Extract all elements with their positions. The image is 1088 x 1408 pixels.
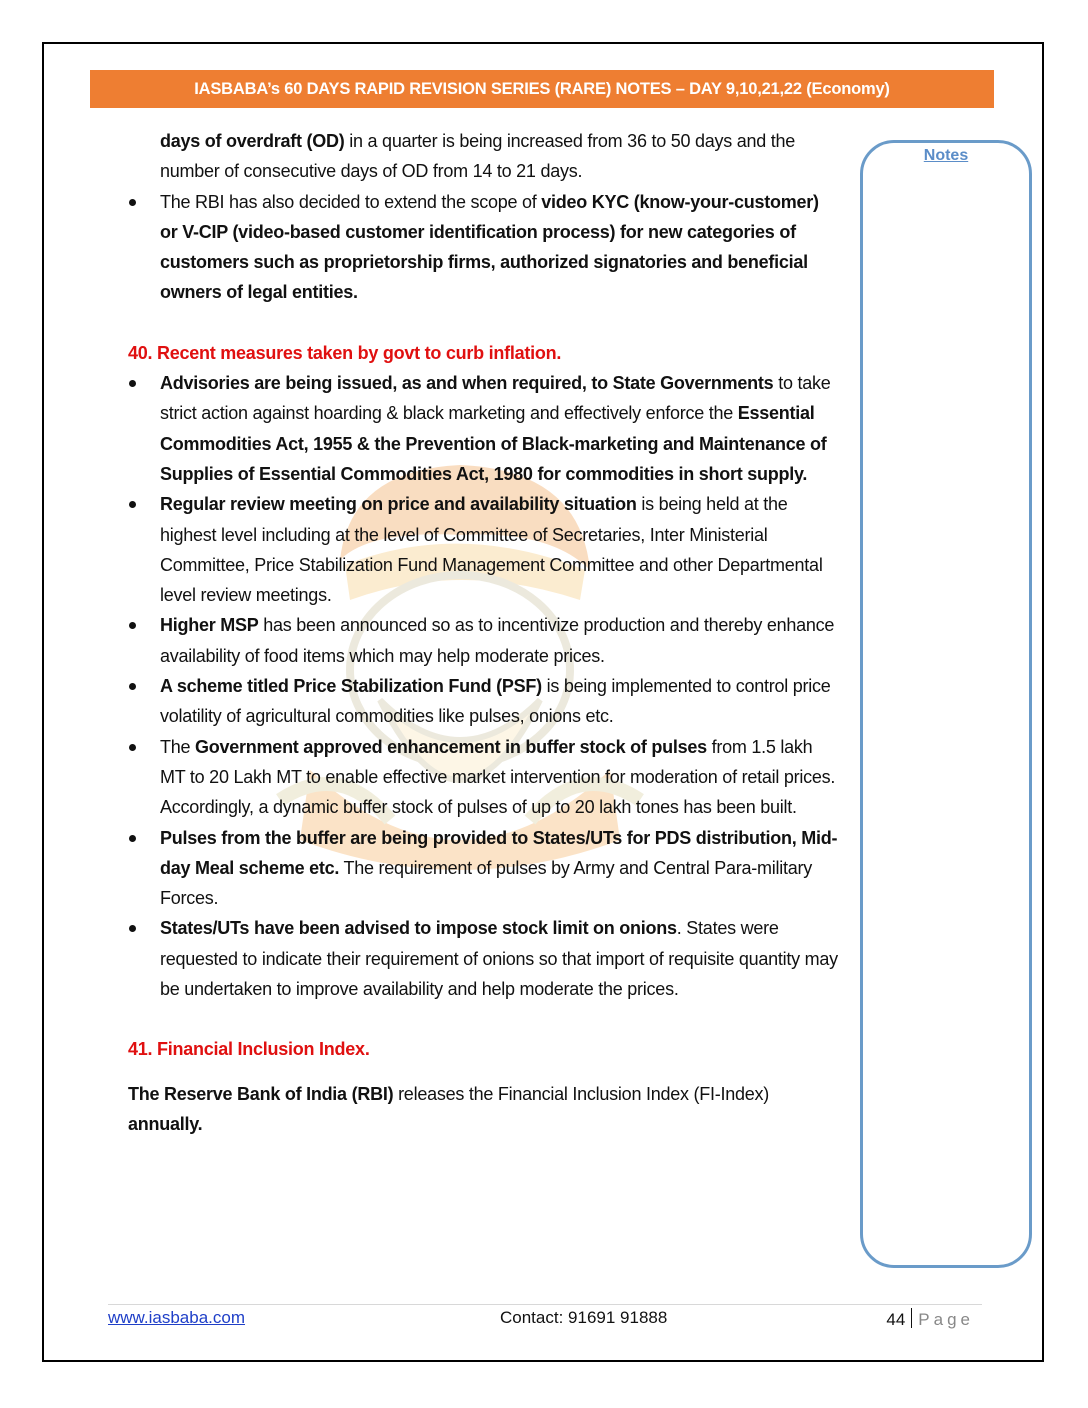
list-item [128,671,838,732]
bold-text: Essential Commodities Act, 1955 & the Prevention of Black-marketing and Maintenance of Supplies of Essential Commodities Act, 1980 for commodities in short supply. [160,403,827,484]
bold-text: States/UTs have been advised to impose stock limit on onions [160,918,677,939]
body-text: The RBI has also decided to extend the scope of [160,191,542,212]
list-item [128,823,838,914]
body-text: . States were requested to indicate their requirement of onions so that import of requisite quantity may be undertaken to improve availability and help moderate the prices. [160,918,838,1000]
list-item [128,610,838,671]
bold-text: video KYC (know-your-customer) or V-CIP (video-based customer identification process) for new categories of customers such as proprietorship firms, authorized signatories and beneficial owners of legal entities. [160,191,819,303]
bold-text: annually. [128,1113,203,1134]
list-item [128,732,838,823]
header-title: IASBABA’s 60 DAYS RAPID REVISION SERIES (RARE) NOTES – DAY 9,10,21,22 (Economy) [194,79,890,98]
continuation-paragraph [128,126,838,187]
footer-divider [108,1304,982,1305]
website-link[interactable]: www.iasbaba.com [108,1308,246,1327]
page-footer [108,1308,974,1332]
body-text: The [160,736,196,757]
body-text: releases the Financial Inclusion Index (FI-Index) [393,1083,769,1104]
rbi-bullet-list [128,187,838,308]
bold-text: A scheme titled Price Stabilization Fund (PSF) [160,676,542,697]
page-separator [911,1308,912,1328]
bold-text: days of overdraft (OD) [160,131,345,151]
contact-number: Contact: 91691 91888 [500,1308,668,1327]
notes-label: Notes [923,147,969,164]
notes-panel [860,140,1032,1268]
fi-index-paragraph [128,1079,838,1140]
list-item [128,913,838,1004]
inflation-measures-list [128,368,838,1004]
body-text: in a quarter is being increased from 36 to 50 days and the number of consecutive days of OD from 14 to 21 days. [160,131,796,182]
body-text: is being implemented to control price volatility of agricultural commodities like pulses, onions etc. [160,676,831,727]
bold-text: The Reserve Bank of India (RBI) [128,1083,394,1104]
bold-text: Pulses from the buffer are being provided to States/UTs for PDS distribution, Mid-day Meal scheme etc. [160,827,838,878]
body-text: has been announced so as to incentivize production and thereby enhance availability of food items which may help moderate prices. [160,615,835,666]
bold-text: Regular review meeting on price and availability situation [160,494,637,515]
section-heading-41: 41. Financial Inclusion Index. [128,1039,370,1060]
bold-text: Advisories are being issued, as and when required, to State Governments [160,373,774,394]
list-item [128,368,838,489]
bold-text: Higher MSP [160,615,259,636]
body-text: from 1.5 lakh MT to 20 Lakh MT to enable effective market intervention for moderation of retail prices. Accordingly, a dynamic buffer stock of pulses of up to 20 lakh tones has been built. [160,736,836,818]
list-item [128,187,838,308]
list-item [128,489,838,610]
page-indicator [886,1308,974,1330]
body-text: The requirement of pulses by Army and Central Para-military Forces. [160,857,812,909]
document-body [128,126,838,1139]
body-text: is being held at the highest level including at the level of Committee of Secretaries, Inter Ministerial Committee, Price Stabilization Fund Management Committee and other Departmental level review meetings. [160,494,823,606]
bold-text: Government approved enhancement in buffer stock of pulses [195,736,707,757]
body-text: to take strict action against hoarding & black marketing and effectively enforce the [160,373,831,424]
page-header-banner [90,70,994,108]
section-heading-40: 40. Recent measures taken by govt to curb inflation. [128,342,562,363]
page-label: Page [918,1310,974,1329]
page-number: 44 [886,1310,906,1329]
